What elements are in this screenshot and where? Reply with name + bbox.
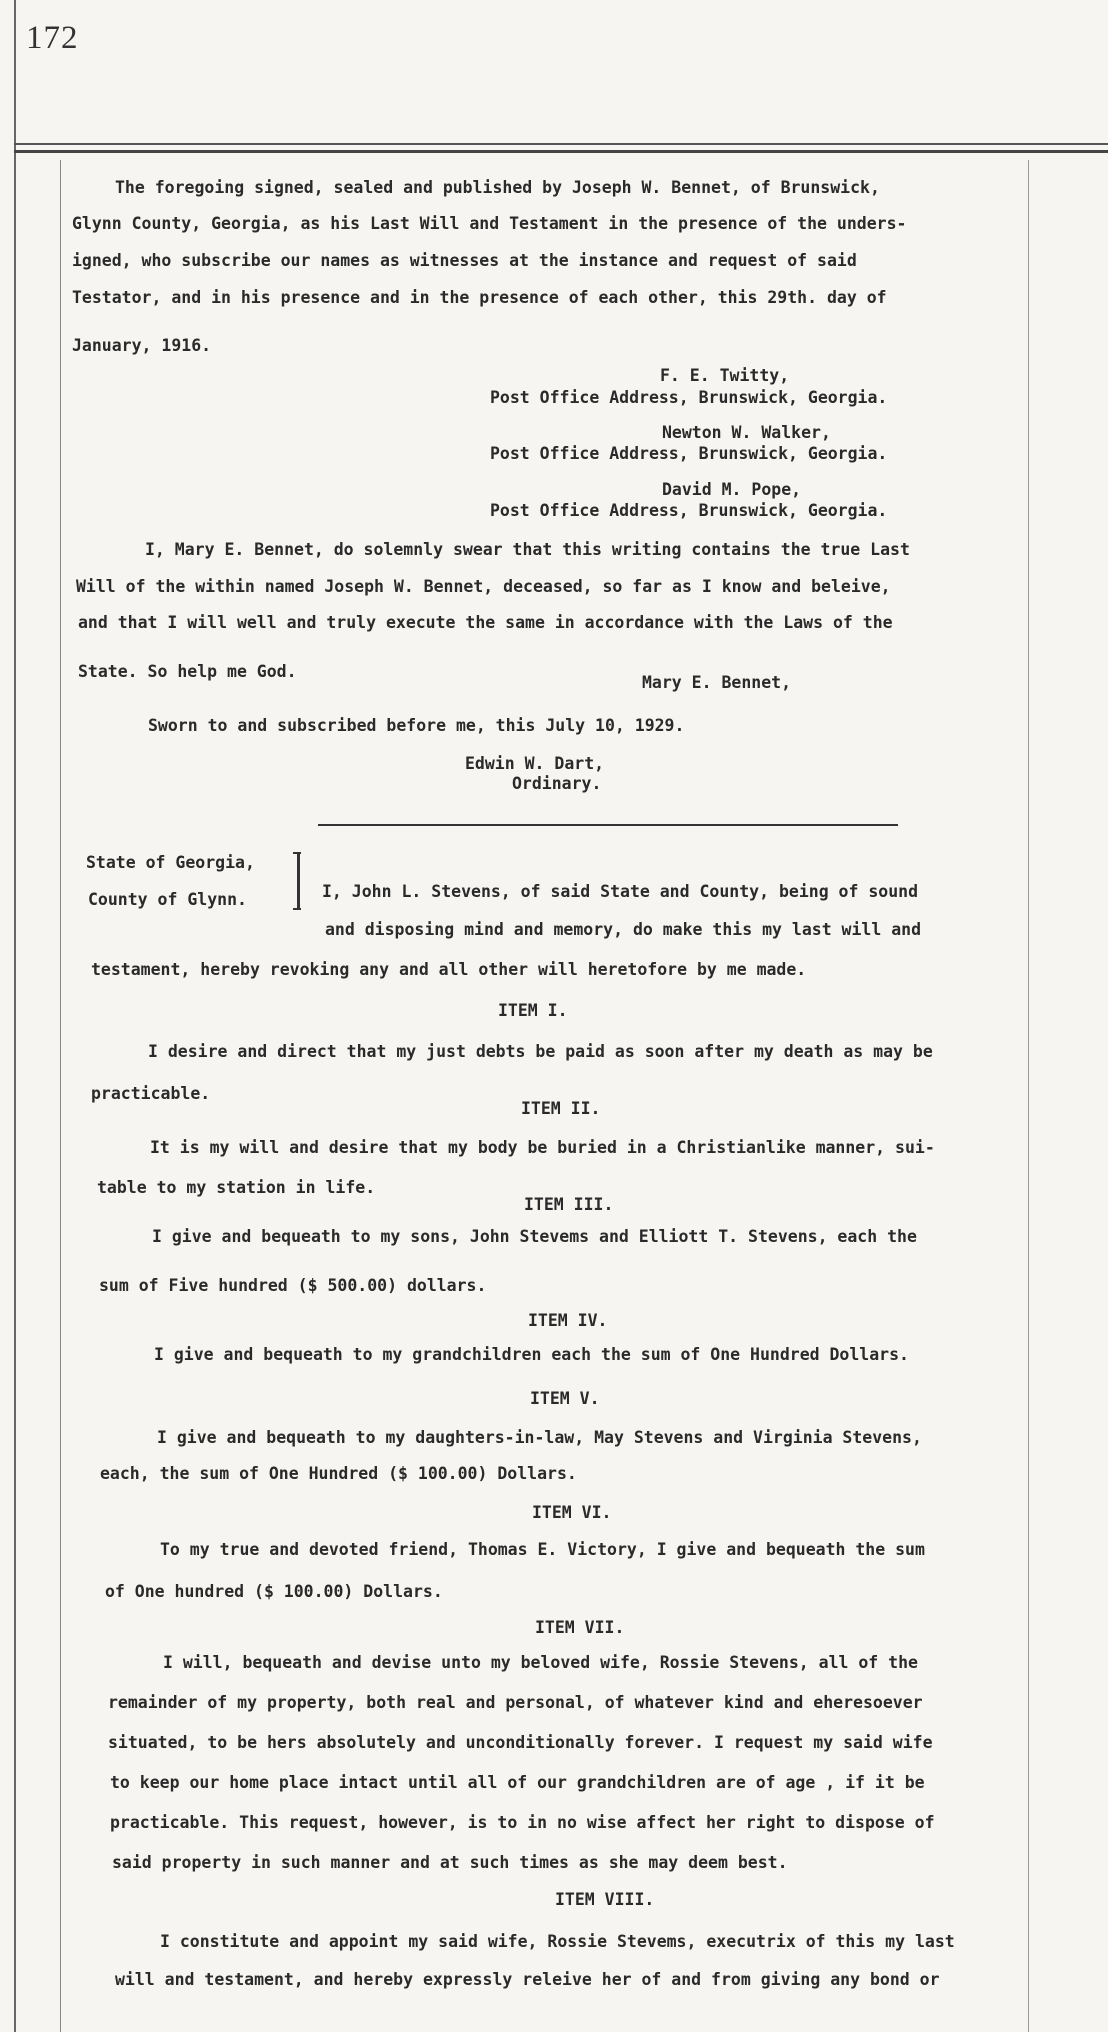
witness-name: David M. Pope, — [662, 480, 802, 499]
item-line: practicable. This request, however, is to in no wise affect her right to dispose of — [110, 1813, 935, 1832]
venue-county: County of Glynn. — [88, 890, 247, 909]
witness-name: Newton W. Walker, — [662, 423, 831, 442]
item-line: I constitute and appoint my said wife, Rossie Stevems, executrix of this my last — [160, 1932, 955, 1951]
attestation-line: igned, who subscribe our names as witnesses at the instance and request of said — [72, 251, 857, 270]
sworn-statement: Sworn to and subscribed before me, this July 10, 1929. — [148, 716, 685, 735]
attestation-line: The foregoing signed, sealed and published by Joseph W. Bennet, of Brunswick, — [115, 178, 880, 197]
frame-left-line — [60, 160, 61, 2032]
oath-line: I, Mary E. Bennet, do solemnly swear that this writing contains the true Last — [145, 540, 910, 559]
item-line: I give and bequeath to my daughters-in-law, May Stevens and Virginia Stevens, — [157, 1428, 922, 1447]
item-line: I desire and direct that my just debts be paid as soon after my death as may be — [148, 1042, 933, 1061]
item-line: I will, bequeath and devise unto my beloved wife, Rossie Stevens, all of the — [163, 1653, 918, 1672]
item-line: I give and bequeath to my grandchildren each the sum of One Hundred Dollars. — [154, 1345, 909, 1364]
header-rule-thin — [14, 143, 1108, 145]
left-margin-line — [14, 0, 16, 2032]
oath-line: and that I will well and truly execute the same in accordance with the Laws of the — [78, 613, 893, 632]
item-heading: ITEM VII. — [535, 1618, 625, 1637]
oath-signature: Mary E. Bennet, — [642, 673, 792, 692]
witness-address: Post Office Address, Brunswick, Georgia. — [490, 388, 888, 407]
item-line: table to my station in life. — [97, 1178, 376, 1197]
header-rule-thick — [14, 150, 1108, 153]
item-line: to keep our home place intact until all of our grandchildren are of age , if it be — [110, 1773, 925, 1792]
item-heading: ITEM I. — [498, 1001, 568, 1020]
venue-state: State of Georgia, — [86, 853, 255, 872]
item-line: To my true and devoted friend, Thomas E. Victory, I give and bequeath the sum — [160, 1540, 925, 1559]
will-intro-line: testament, hereby revoking any and all other will heretofore by me made. — [91, 960, 807, 979]
item-line: each, the sum of One Hundred ($ 100.00) Dollars. — [100, 1464, 577, 1483]
attestation-line: Glynn County, Georgia, as his Last Will and Testament in the presence of the unders- — [72, 214, 907, 233]
item-heading: ITEM VIII. — [555, 1890, 655, 1909]
item-line: will and testament, and hereby expressly releive her of and from giving any bond or — [115, 1970, 940, 1989]
witness-address: Post Office Address, Brunswick, Georgia. — [490, 444, 888, 463]
item-line: of One hundred ($ 100.00) Dollars. — [105, 1582, 443, 1601]
witness-address: Post Office Address, Brunswick, Georgia. — [490, 501, 888, 520]
officer-name: Edwin W. Dart, — [465, 754, 605, 773]
item-line: I give and bequeath to my sons, John Stevems and Elliott T. Stevens, each the — [152, 1227, 917, 1246]
item-heading: ITEM II. — [521, 1099, 601, 1118]
item-line: said property in such manner and at such times as she may deem best. — [112, 1853, 788, 1872]
attestation-line: January, 1916. — [72, 336, 212, 355]
section-divider — [318, 824, 898, 826]
oath-line: State. So help me God. — [78, 662, 297, 681]
item-heading: ITEM III. — [524, 1195, 614, 1214]
attestation-line: Testator, and in his presence and in the presence of each other, this 29th. day of — [72, 288, 887, 307]
item-heading: ITEM IV. — [528, 1311, 608, 1330]
item-line: It is my will and desire that my body be buried in a Christianlike manner, sui- — [150, 1138, 935, 1157]
page-number: 172 — [26, 20, 79, 56]
venue-bracket — [297, 852, 300, 910]
frame-right-line — [1028, 160, 1029, 2032]
item-heading: ITEM VI. — [532, 1503, 612, 1522]
item-line: practicable. — [91, 1084, 211, 1103]
item-line: situated, to be hers absolutely and unconditionally forever. I request my said wife — [108, 1733, 933, 1752]
officer-title: Ordinary. — [512, 774, 602, 793]
will-intro-line: and disposing mind and memory, do make this my last will and — [325, 920, 922, 939]
item-line: sum of Five hundred ($ 500.00) dollars. — [99, 1276, 487, 1295]
oath-line: Will of the within named Joseph W. Bennet, deceased, so far as I know and beleive, — [76, 577, 891, 596]
will-intro-line: I, John L. Stevens, of said State and County, being of sound — [322, 882, 919, 901]
witness-name: F. E. Twitty, — [660, 366, 790, 385]
item-heading: ITEM V. — [530, 1389, 600, 1408]
item-line: remainder of my property, both real and personal, of whatever kind and eheresoever — [108, 1693, 923, 1712]
